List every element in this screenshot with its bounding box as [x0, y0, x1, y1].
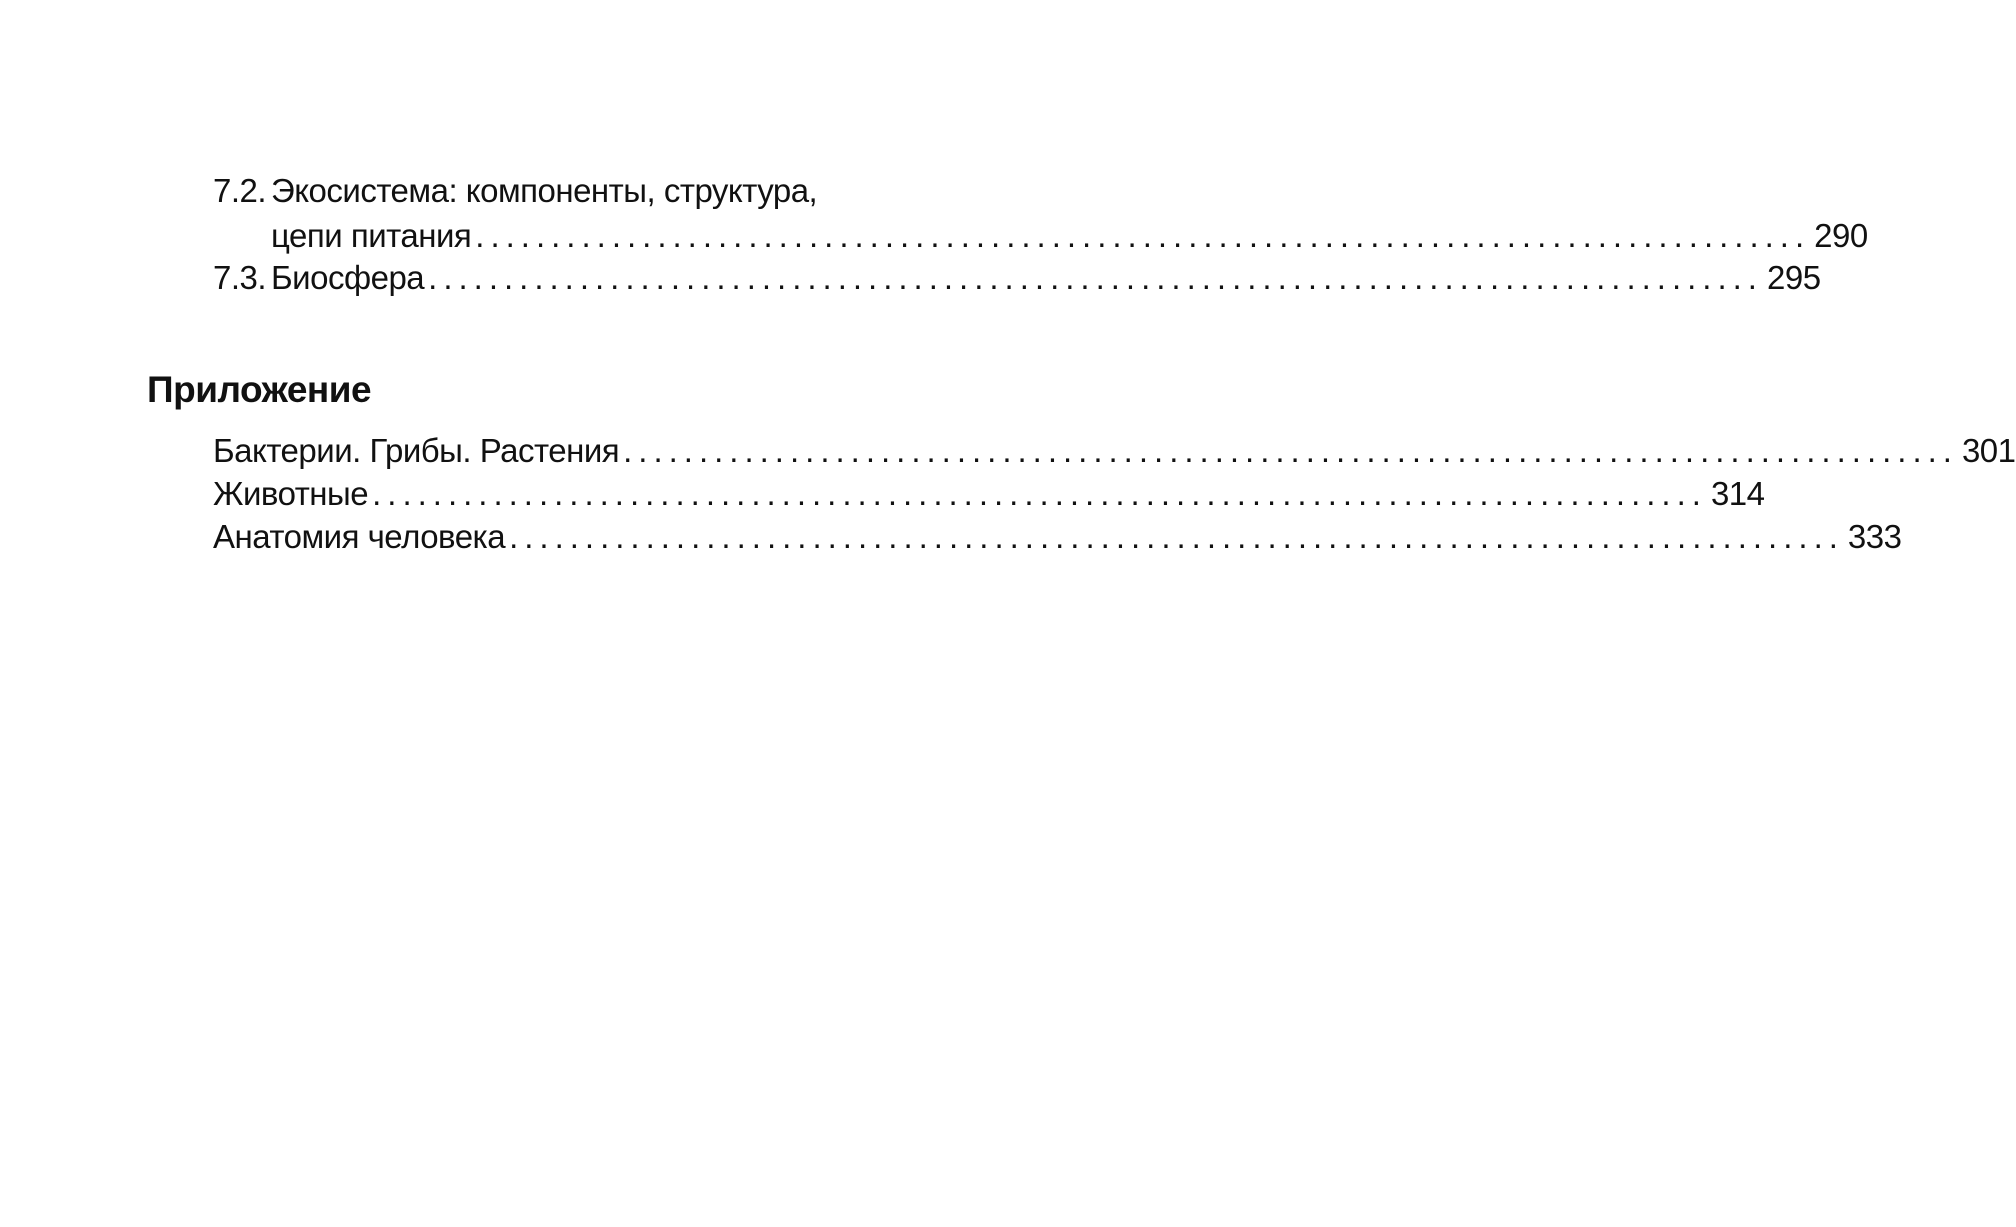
toc-entry-title: Животные	[213, 475, 369, 512]
toc-entry-7-2-line1	[213, 171, 817, 211]
toc-entry-title: Биосфера	[271, 259, 425, 296]
toc-entry-7-3[interactable]	[213, 258, 1821, 298]
toc-entry-appendix-animals[interactable]	[213, 474, 1765, 514]
section-heading-appendix: Приложение	[147, 369, 372, 410]
toc-leader-dots: ........................................................................................	[623, 432, 1958, 469]
toc-entry-number: 7.3.	[213, 259, 267, 296]
toc-leader-dots: ........................................................................................	[509, 518, 1844, 555]
toc-leader-dots: ........................................................................................	[428, 259, 1763, 296]
toc-leader-dots: ........................................................................................	[475, 217, 1811, 254]
toc-page-number: 333	[1847, 518, 1902, 555]
toc-page-number: 301	[1961, 432, 2016, 469]
toc-entry-number: 7.2.	[213, 172, 267, 209]
toc-page-number: 295	[1766, 259, 1821, 296]
toc-page-number: 314	[1710, 475, 1765, 512]
toc-entry-title: Экосистема: компоненты, структура,	[271, 172, 818, 209]
toc-entry-title-continued: цепи питания	[271, 217, 472, 254]
toc-entry-title: Анатомия человека	[213, 518, 506, 555]
toc-entry-appendix-anatomy[interactable]	[213, 517, 1902, 557]
toc-entry-appendix-bacteria[interactable]	[213, 431, 2016, 471]
toc-entry-7-2-line2[interactable]	[213, 216, 1868, 256]
toc-entry-title: Бактерии. Грибы. Растения	[213, 432, 620, 469]
toc-page-number: 290	[1814, 217, 1868, 254]
toc-leader-dots: ........................................................................................	[372, 475, 1707, 512]
